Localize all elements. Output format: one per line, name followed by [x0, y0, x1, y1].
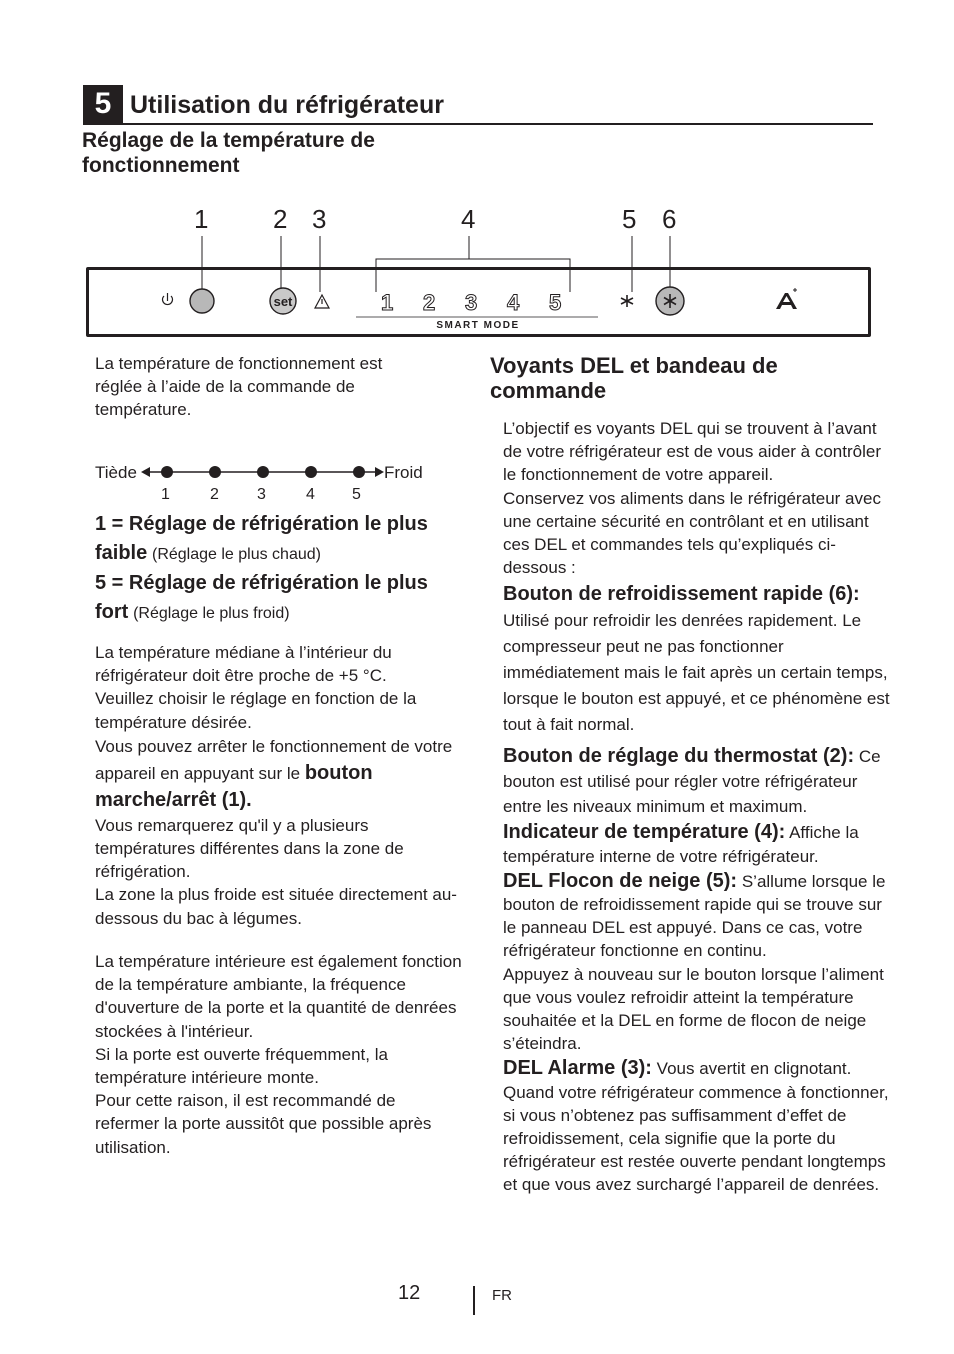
power-icon	[163, 293, 173, 305]
setting-definitions: 1 = Réglage de réfrigération le plus faible (Réglage le plus chaud) 5 = Réglage de réfrigération le plus fort (Réglage le plus froid)	[95, 513, 428, 623]
level-5: 5	[549, 290, 562, 315]
temperature-scale	[140, 462, 386, 484]
chapter-title: Utilisation du réfrigérateur	[130, 91, 444, 119]
callout-6: 6	[662, 204, 677, 234]
energy-a-plus-icon	[776, 288, 797, 309]
footer-divider	[473, 1286, 475, 1315]
alarm-triangle-icon	[315, 295, 329, 308]
scale-num-5: 5	[352, 486, 361, 503]
level-digits	[381, 290, 561, 315]
chapter-number: 5	[83, 85, 123, 123]
scale-num-4: 4	[306, 486, 315, 503]
callout-1: 1	[194, 204, 209, 234]
callout-2: 2	[273, 204, 288, 234]
level-4: 4	[507, 290, 520, 315]
level-1: 1	[381, 290, 394, 315]
left-body-1: La température médiane à l’intérieur du réfrigérateur doit être proche de +5 °C. Veuillez choisir le réglage en fonction de la température désirée. Vous pouvez arrêter le fonctionnement de votre appareil en appuyant sur le bouton marche/arrêt (1). Vous remarquerez qu'il y a plusieurs températures différentes dans la zone de réfrigération. La zone la plus froide est située directement au-dessous du bac à légumes.	[95, 643, 457, 928]
level-2: 2	[423, 290, 436, 315]
smart-mode-label: SMART MODE	[436, 320, 520, 331]
control-panel-graphics	[86, 267, 871, 337]
page-number: 12	[398, 1282, 421, 1304]
left-body-2: La température intérieure est également fonction de la température ambiante, la fréquence d'ouverture de la porte et la quantité de denrées stockées à l'intérieur. Si la porte est ouverte fréquemment, la température intérieure monte. Pour cette raison, il est recommandé de refermer la porte aussitôt que possible après utilisation.	[95, 952, 462, 1157]
callout-5: 5	[622, 204, 637, 234]
left-intro: La température de fonctionnement est réglée à l’aide de la commande de température.	[95, 354, 383, 420]
callout-4: 4	[461, 204, 476, 234]
callout-3: 3	[312, 204, 327, 234]
set-label: set	[273, 294, 293, 309]
right-body: L’objectif es voyants DEL qui se trouvent à l’avant de votre réfrigérateur est de vous aider à contrôler le fonctionnement de votre appareil. Conservez vos aliments dans le réfrigérateur avec une certaine sécurité en contrôlant et en utilisant ces DEL et commandes tels qu’expliqués ci-dessous : Bouton de refroidissement rapide (6): Utilisé pour refroidir les denrées rapidement. Le compresseur peut ne pas fonctionner immédiatement mais le fait après un certain temps, lorsque le bouton est appuyé, et ce phénomène est tout à fait normal. Bouton de réglage du thermostat (2): Ce bouton est utilisé pour régler votre réfrigérateur entre les niveaux minimum et maximum. Indicateur de température (4): Affiche la température interne de votre réfrigérateur. DEL Flocon de neige (5): S’allume lorsque le bouton de refroidissement rapide qui se trouve sur le panneau DEL est appuyé. Dans ce cas, votre réfrigérateur fonctionne en continu. Appuyez à nouveau sur le bouton lorsque l’aliment que vous voulez refroidir atteint la température souhaitée et la DEL en forme de flocon de neige s’éteindra. DEL Alarme (3): Vous avertit en clignotant. Quand votre réfrigérateur commence à fonctionner, si vous n’obtenez pas suffisamment d’effet de refroidissement, cela signifie que la porte du réfrigérateur est restée ouverte pendant longtemps et que vous avez surchargé l’appareil de denrées.	[503, 419, 890, 1195]
scale-warm-label: Tiède	[95, 463, 137, 482]
scale-num-2: 2	[210, 486, 219, 503]
snowflake-icon	[621, 295, 633, 307]
scale-num-1: 1	[161, 486, 170, 503]
scale-cold-label: Froid	[384, 463, 423, 482]
language-code: FR	[492, 1287, 512, 1304]
level-3: 3	[465, 290, 478, 315]
right-title: Voyants DEL et bandeau de commande	[490, 353, 778, 403]
power-button	[190, 289, 214, 313]
scale-num-3: 3	[257, 486, 266, 503]
section-title: Réglage de la température de fonctionnement	[82, 129, 375, 177]
